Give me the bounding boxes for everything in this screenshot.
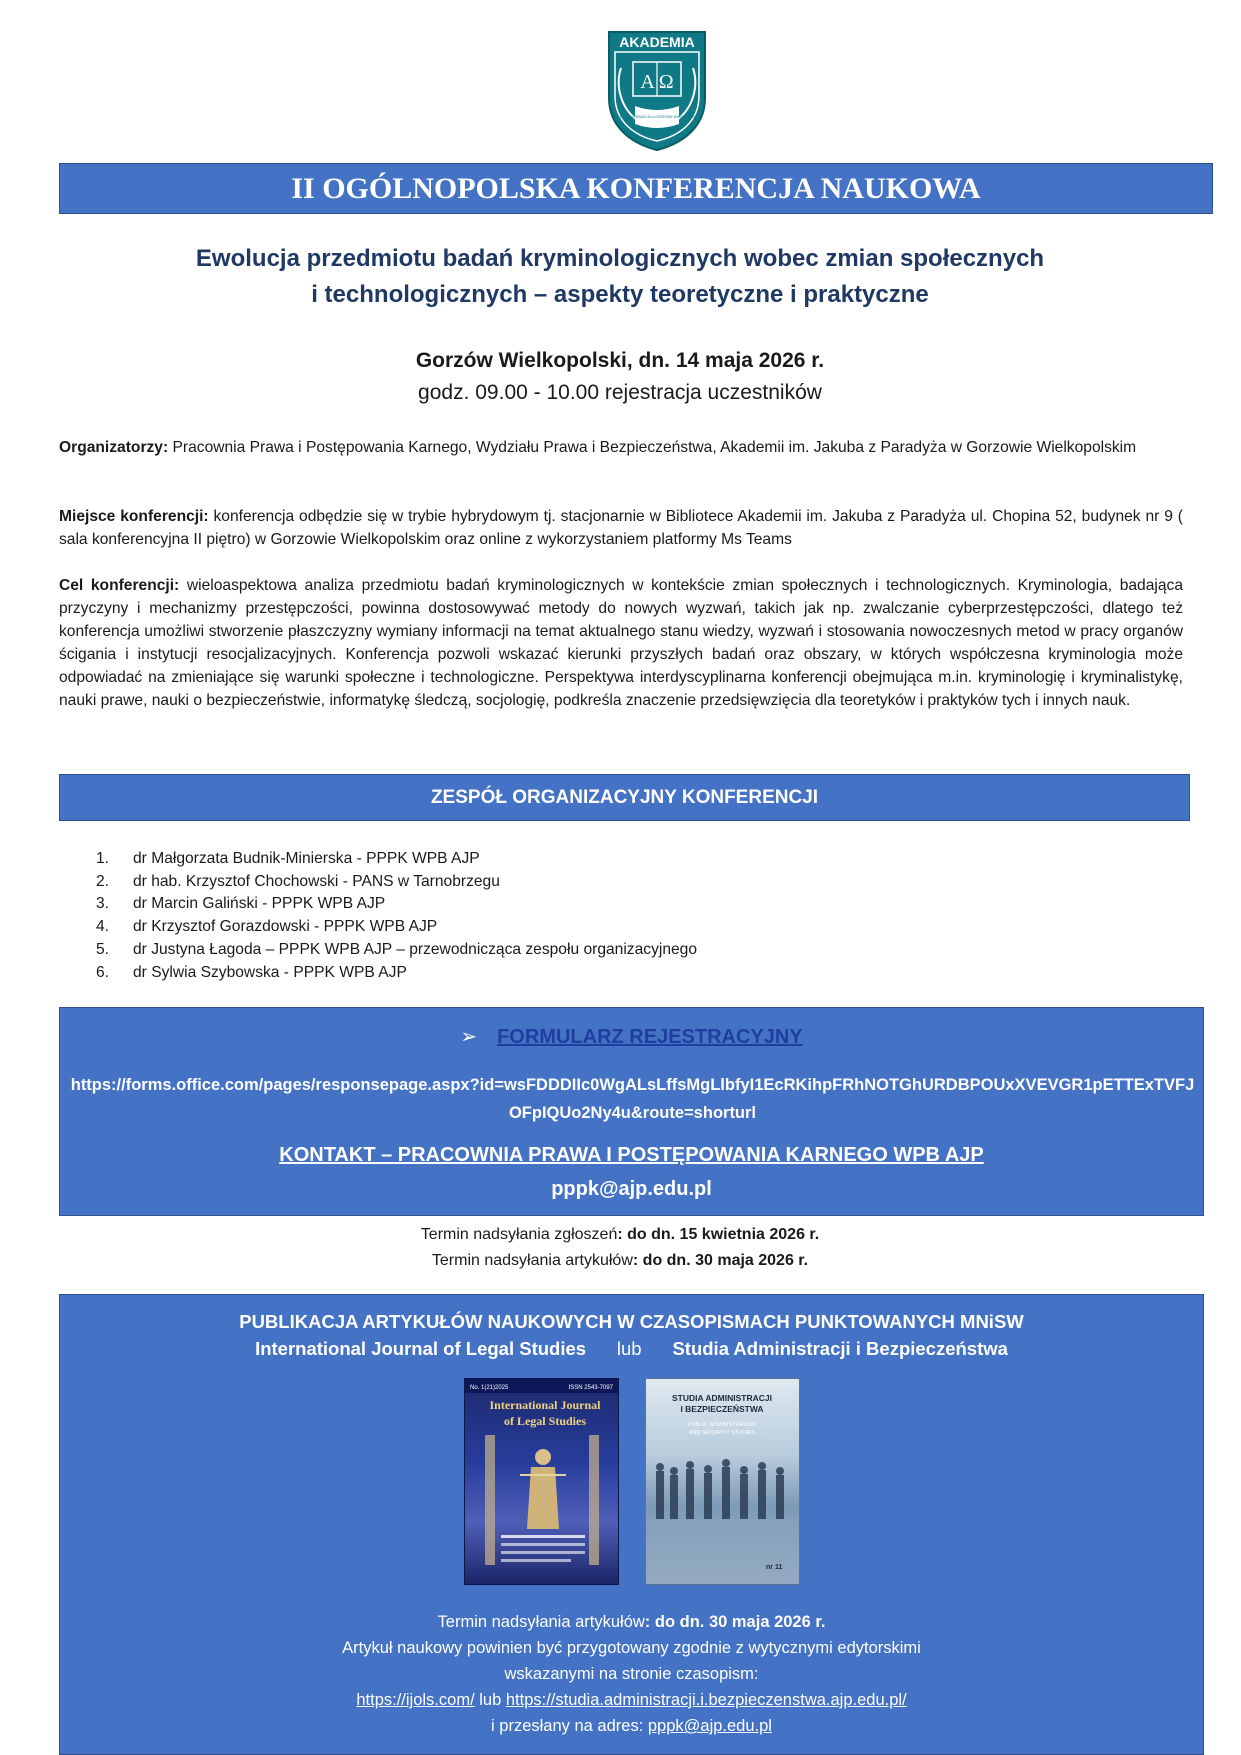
ijols-link[interactable]: https://ijols.com/ — [356, 1691, 475, 1709]
publication-deadline: Termin nadsyłania artykułów: do dn. 30 maja 2026 r. — [437, 1613, 826, 1631]
registration-form-link[interactable]: FORMULARZ REJESTRACYJNY — [497, 1026, 803, 1048]
list-item: 4. dr Krzysztof Gorazdowski - PPPK WPB AJP — [96, 918, 438, 936]
conference-subtitle — [60, 241, 1180, 313]
registration-hours: godz. 09.00 - 10.00 rejestracja uczestników — [418, 381, 822, 404]
sab-cover-image — [645, 1378, 800, 1585]
conference-title: II OGÓLNOPOLSKA KONFERENCJA NAUKOWA — [59, 163, 1213, 214]
svg-text:International Journal: International Journal — [489, 1398, 601, 1412]
arrow-bullet-icon: ➢ — [460, 1026, 478, 1048]
guideline-line-1: Artykuł naukowy powinien być przygotowany zgodnie z wytycznymi edytorskimi — [342, 1639, 921, 1657]
registration-form-row — [60, 1024, 1203, 1050]
journal-links: https://ijols.com/ lub https://studia.administracji.i.bezpieczenstwa.ajp.edu.pl/ — [356, 1691, 907, 1709]
publication-journals: International Journal of Legal Studies lub Studia Administracji i Bezpieczeństwa — [255, 1338, 1008, 1359]
publication-instructions — [60, 1609, 1203, 1739]
guideline-line-2: wskazanymi na stronie czasopism: — [504, 1665, 759, 1683]
place-date: Gorzów Wielkopolski, dn. 14 maja 2026 r. — [415, 349, 825, 372]
svg-text:ISSN 2543-7097: ISSN 2543-7097 — [568, 1385, 613, 1391]
svg-text:PUBLIC ADMINISTRATION: PUBLIC ADMINISTRATION — [688, 1422, 756, 1428]
registration-url[interactable]: https://forms.office.com/pages/responsepage.aspx?id=wsFDDDIIc0WgALsLffsMgLlbfyI1EcRKihpFRhNOTGhURDBPOUxXVEVGR1pETTExTVFJOFpIQUo2Ny4u&route=shorturl — [70, 1076, 1195, 1122]
send-address: i przesłany na adres: pppk@ajp.edu.pl — [491, 1717, 772, 1735]
svg-text:AND SECURITY STUDIES: AND SECURITY STUDIES — [688, 1430, 756, 1436]
goal-label: Cel konferencji: — [59, 577, 180, 594]
logo-top-text: AKADEMIA — [619, 34, 695, 50]
svg-text:nr 11: nr 11 — [766, 1564, 783, 1571]
article-deadline: Termin nadsyłania artykułów: do dn. 30 maja 2026 r. — [431, 1252, 809, 1269]
registration-box — [59, 1007, 1204, 1216]
publication-title: PUBLIKACJA ARTYKUŁÓW NAUKOWYCH W CZASOPISMACH PUNKTOWANYCH MNiSW — [239, 1311, 1024, 1332]
ijols-cover-image — [464, 1378, 619, 1585]
list-item: 5. dr Justyna Łagoda – PPPK WPB AJP – przewodnicząca zespołu organizacyjnego — [96, 940, 698, 958]
contact-title: KONTAKT – PRACOWNIA PRAWA I POSTĘPOWANIA KARNEGO WPB AJP — [279, 1144, 984, 1166]
subtitle-line-1: Ewolucja przedmiotu badań kryminologicznych wobec zmian społecznych — [195, 245, 1045, 272]
venue-text: konferencja odbędzie się w trybie hybrydowym tj. stacjonarnie w Bibliotece Akademii im. Jakuba z Paradyża ul. Chopina 52, budynek nr 9 ( sala konferencyjna II piętro) w Gorzowie Wielkopolskim oraz online z wykorzystaniem platformy Ms Teams — [59, 508, 1184, 548]
sab-link[interactable]: https://studia.administracji.i.bezpieczenstwa.ajp.edu.pl/ — [505, 1691, 907, 1709]
team-title: ZESPÓŁ ORGANIZACYJNY KONFERENCJI — [59, 774, 1190, 821]
organizers-label: Organizatorzy: — [59, 439, 169, 456]
academy-logo — [605, 28, 709, 152]
organizers-paragraph — [59, 436, 1183, 459]
logo-letters: A Ω — [640, 71, 674, 93]
team-list — [96, 848, 697, 984]
svg-text:STUDIA ADMINISTRACJI: STUDIA ADMINISTRACJI — [672, 1393, 772, 1403]
publication-box — [59, 1294, 1204, 1755]
logo-bottom-text: IM. JAKUBA z PARADYŻA w GORZOWIE WIELKOPOLSKIM — [613, 115, 701, 119]
venue-label: Miejsce konferencji: — [59, 508, 209, 525]
svg-text:No. 1(21)2025: No. 1(21)2025 — [470, 1385, 509, 1391]
svg-text:I BEZPIECZEŃSTWA: I BEZPIECZEŃSTWA — [680, 1404, 764, 1414]
subtitle-line-2: i technologicznych – aspekty teoretyczne i praktyczne — [311, 281, 929, 308]
svg-text:of Legal Studies: of Legal Studies — [503, 1414, 587, 1428]
contact-email[interactable]: pppk@ajp.edu.pl — [551, 1178, 712, 1200]
goal-text: wieloaspektowa analiza przedmiotu badań kryminologicznych w kontekście zmian społecznych i technologicznych. Kryminologia, badająca przyczyny i mechanizmy przestępczości, powinna dostosowywać metody do nowych wyzwań, takich jak np. zwalczanie cyberprzestępczości, dlatego też konferencja umożliwi stworzenie płaszczyzny wymiany informacji na temat aktualnego stanu wiedzy, wyzwań i stosowania nowoczesnych metod w pracy organów ścigania i instytucji resocjalizacyjnych. Konferencja pozwoli wskazać kierunki przyszłych badań oraz obszary, w których współczesna kryminologia może odpowiadać na zmieniające się warunki społeczne i technologiczne. Perspektywa interdyscyplinarna konferencji obejmująca m.in. kryminologię i kryminalistykę, nauki prawe, nauki o bezpieczeństwie, informatykę śledczą, socjologię, podkreśla znaczenie przedsięwzięcia dla teoretyków i praktyków tych i innych nauk. — [59, 577, 1184, 709]
list-item: 1. dr Małgorzata Budnik-Minierska - PPPK WPB AJP — [96, 850, 480, 867]
list-item: 2. dr hab. Krzysztof Chochowski - PANS w Tarnobrzegu — [96, 872, 500, 890]
organizers-text: Pracownia Prawa i Postępowania Karnego, Wydziału Prawa i Bezpieczeństwa, Akademii im. Jakuba z Paradyża w Gorzowie Wielkopolskim — [168, 439, 1137, 456]
application-deadline: Termin nadsyłania zgłoszeń: do dn. 15 kwietnia 2026 r. — [420, 1226, 820, 1243]
list-item: 3. dr Marcin Galiński - PPPK WPB AJP — [96, 895, 386, 913]
send-email-link[interactable]: pppk@ajp.edu.pl — [647, 1717, 772, 1735]
venue-paragraph — [59, 505, 1183, 551]
list-item: 6. dr Sylwia Szybowska - PPPK WPB AJP — [96, 963, 407, 981]
goal-paragraph — [59, 574, 1183, 712]
